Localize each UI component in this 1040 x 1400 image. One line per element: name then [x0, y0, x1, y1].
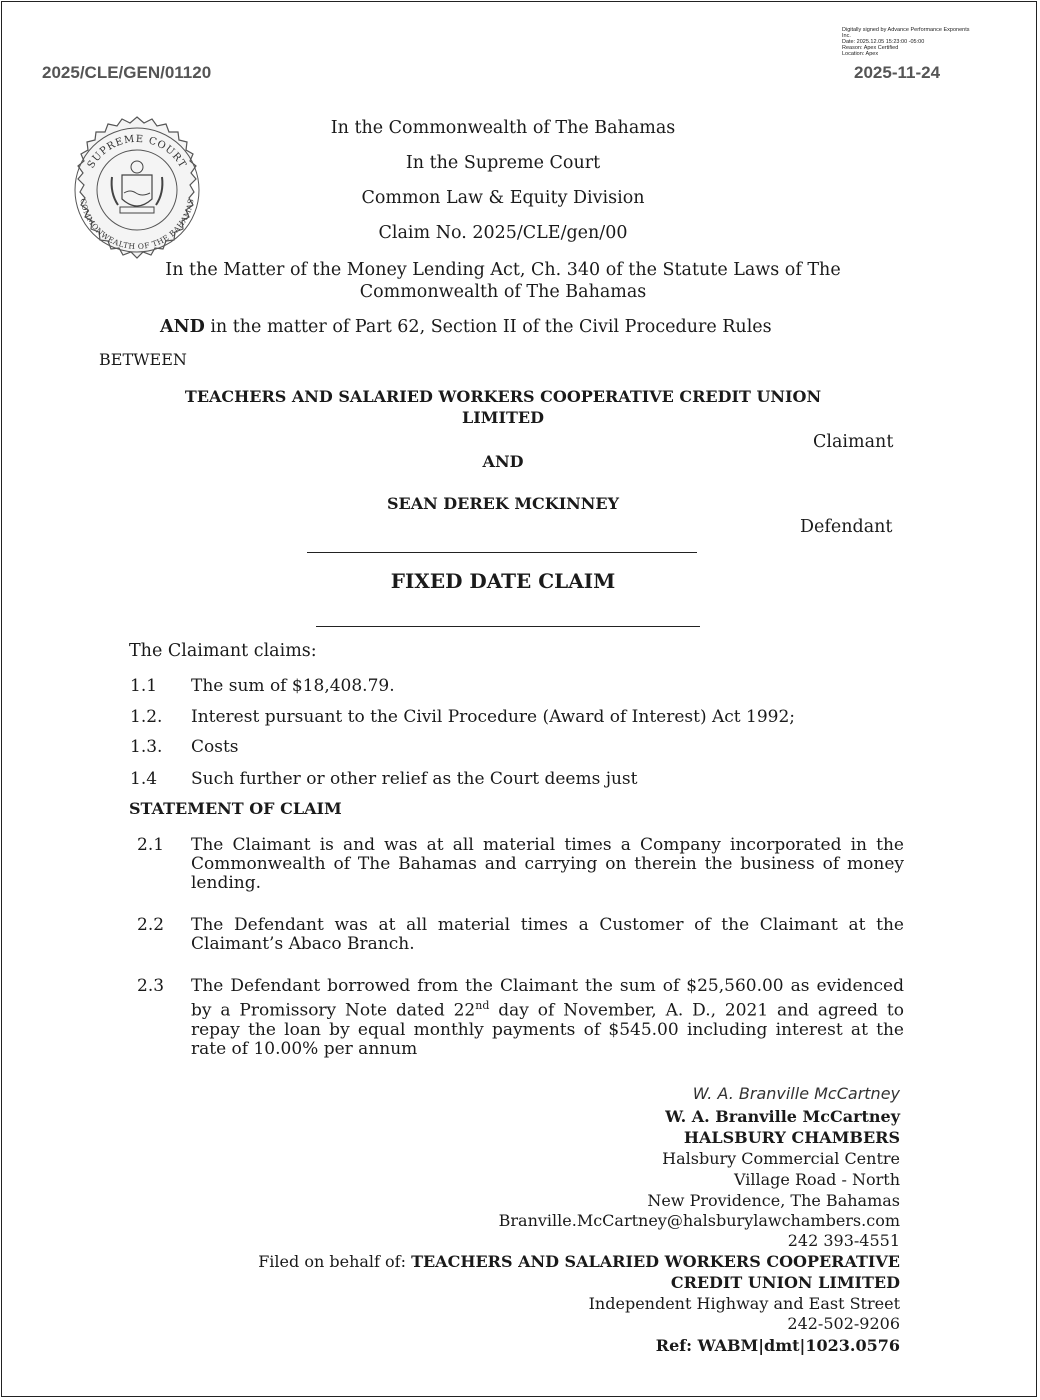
firm-address-line-1: Halsbury Commercial Centre — [662, 1149, 900, 1168]
claim-item-3-text: Costs — [191, 737, 239, 757]
firm-phone: 242 393-4551 — [787, 1231, 900, 1250]
claimant-name-line-2: LIMITED — [462, 408, 544, 427]
defendant-role: Defendant — [800, 517, 893, 537]
claim-item-1-text: The sum of $18,408.79. — [191, 676, 395, 696]
filing-date: 2025-11-24 — [854, 63, 941, 82]
title-rule-bottom — [316, 626, 700, 627]
defendant-name: SEAN DEREK MCKINNEY — [386, 494, 620, 513]
digital-signature-stamp: Digitally signed by Advance Performance Exponents Inc. Date: 2025.12.05 15:23:00 -05:00 Reason: Apex Certified Location: Apex — [842, 27, 970, 57]
statement-item-3-number: 2.3 — [137, 976, 165, 996]
claim-item-2-text: Interest pursuant to the Civil Procedure (Award of Interest) Act 1992; — [191, 707, 796, 727]
title-rule-top — [307, 552, 697, 553]
party-address: Independent Highway and East Street — [588, 1294, 900, 1313]
claim-number: Claim No. 2025/CLE/gen/00 — [378, 223, 628, 243]
court-jurisdiction: In the Commonwealth of The Bahamas — [330, 118, 676, 138]
statement-heading: STATEMENT OF CLAIM — [129, 799, 342, 818]
reference-number: Ref: WABM|dmt|1023.0576 — [655, 1336, 900, 1355]
parties-and: AND — [482, 452, 524, 471]
matter-line-1: In the Matter of the Money Lending Act, Ch. 340 of the Statute Laws of The — [165, 260, 841, 280]
document-page — [1, 1, 1037, 1397]
svg-text:COMMONWEALTH OF THE BAHAMAS: COMMONWEALTH OF THE BAHAMAS — [78, 197, 196, 252]
filed-on-behalf-line: Filed on behalf of: TEACHERS AND SALARIED WORKERS COOPERATIVE — [258, 1252, 900, 1271]
court-name: In the Supreme Court — [405, 153, 601, 173]
firm-name: HALSBURY CHAMBERS — [683, 1128, 900, 1147]
claimant-role: Claimant — [813, 432, 894, 452]
claims-intro: The Claimant claims: — [129, 641, 317, 661]
claimant-name-line-1: TEACHERS AND SALARIED WORKERS COOPERATIVE CREDIT UNION — [184, 387, 822, 406]
statement-item-3-text: The Defendant borrowed from the Claimant the sum of $25,560.00 as evidenced by a Promissory Note dated 22nd day of November, A. D., 2021 and agreed to repay the loan by equal monthly payments of $545.00 including interest at the rate of 10.00% per annum — [191, 976, 904, 1059]
case-number: 2025/CLE/GEN/01120 — [42, 63, 212, 82]
statement-item-2-number: 2.2 — [137, 915, 165, 935]
filed-party-line-2: CREDIT UNION LIMITED — [670, 1273, 900, 1292]
and-matter-line: AND in the matter of Part 62, Section II of the Civil Procedure Rules — [160, 317, 772, 337]
statement-item-2-text: The Defendant was at all material times a Customer of the Claimant at the Claimant’s Abaco Branch. — [191, 915, 904, 954]
matter-line-2: Commonwealth of The Bahamas — [359, 282, 647, 302]
claim-item-2-number: 1.2. — [130, 707, 163, 727]
statement-item-1-number: 2.1 — [137, 835, 165, 855]
claim-item-4-number: 1.4 — [130, 769, 158, 789]
between-label: BETWEEN — [99, 350, 187, 369]
statement-item-1-text: The Claimant is and was at all material times a Company incorporated in the Commonwealth of The Bahamas and carrying on therein the business of money lending. — [191, 835, 904, 893]
document-title: FIXED DATE CLAIM — [390, 569, 616, 593]
firm-address-line-2: Village Road - North — [733, 1170, 900, 1189]
claim-item-4-text: Such further or other relief as the Court deems just — [191, 769, 638, 789]
firm-address-line-3: New Providence, The Bahamas — [647, 1191, 900, 1210]
party-phone: 242-502-9206 — [787, 1314, 900, 1333]
claim-item-1-number: 1.1 — [130, 676, 158, 696]
court-division: Common Law & Equity Division — [361, 188, 645, 208]
svg-text:SUPREME COURT: SUPREME COURT — [85, 133, 189, 171]
handwritten-signature: W. A. Branville McCartney — [692, 1084, 900, 1103]
firm-email: Branville.McCartney@halsburylawchambers.com — [498, 1211, 900, 1230]
claim-item-3-number: 1.3. — [130, 737, 163, 757]
signatory-name: W. A. Branville McCartney — [665, 1107, 900, 1126]
